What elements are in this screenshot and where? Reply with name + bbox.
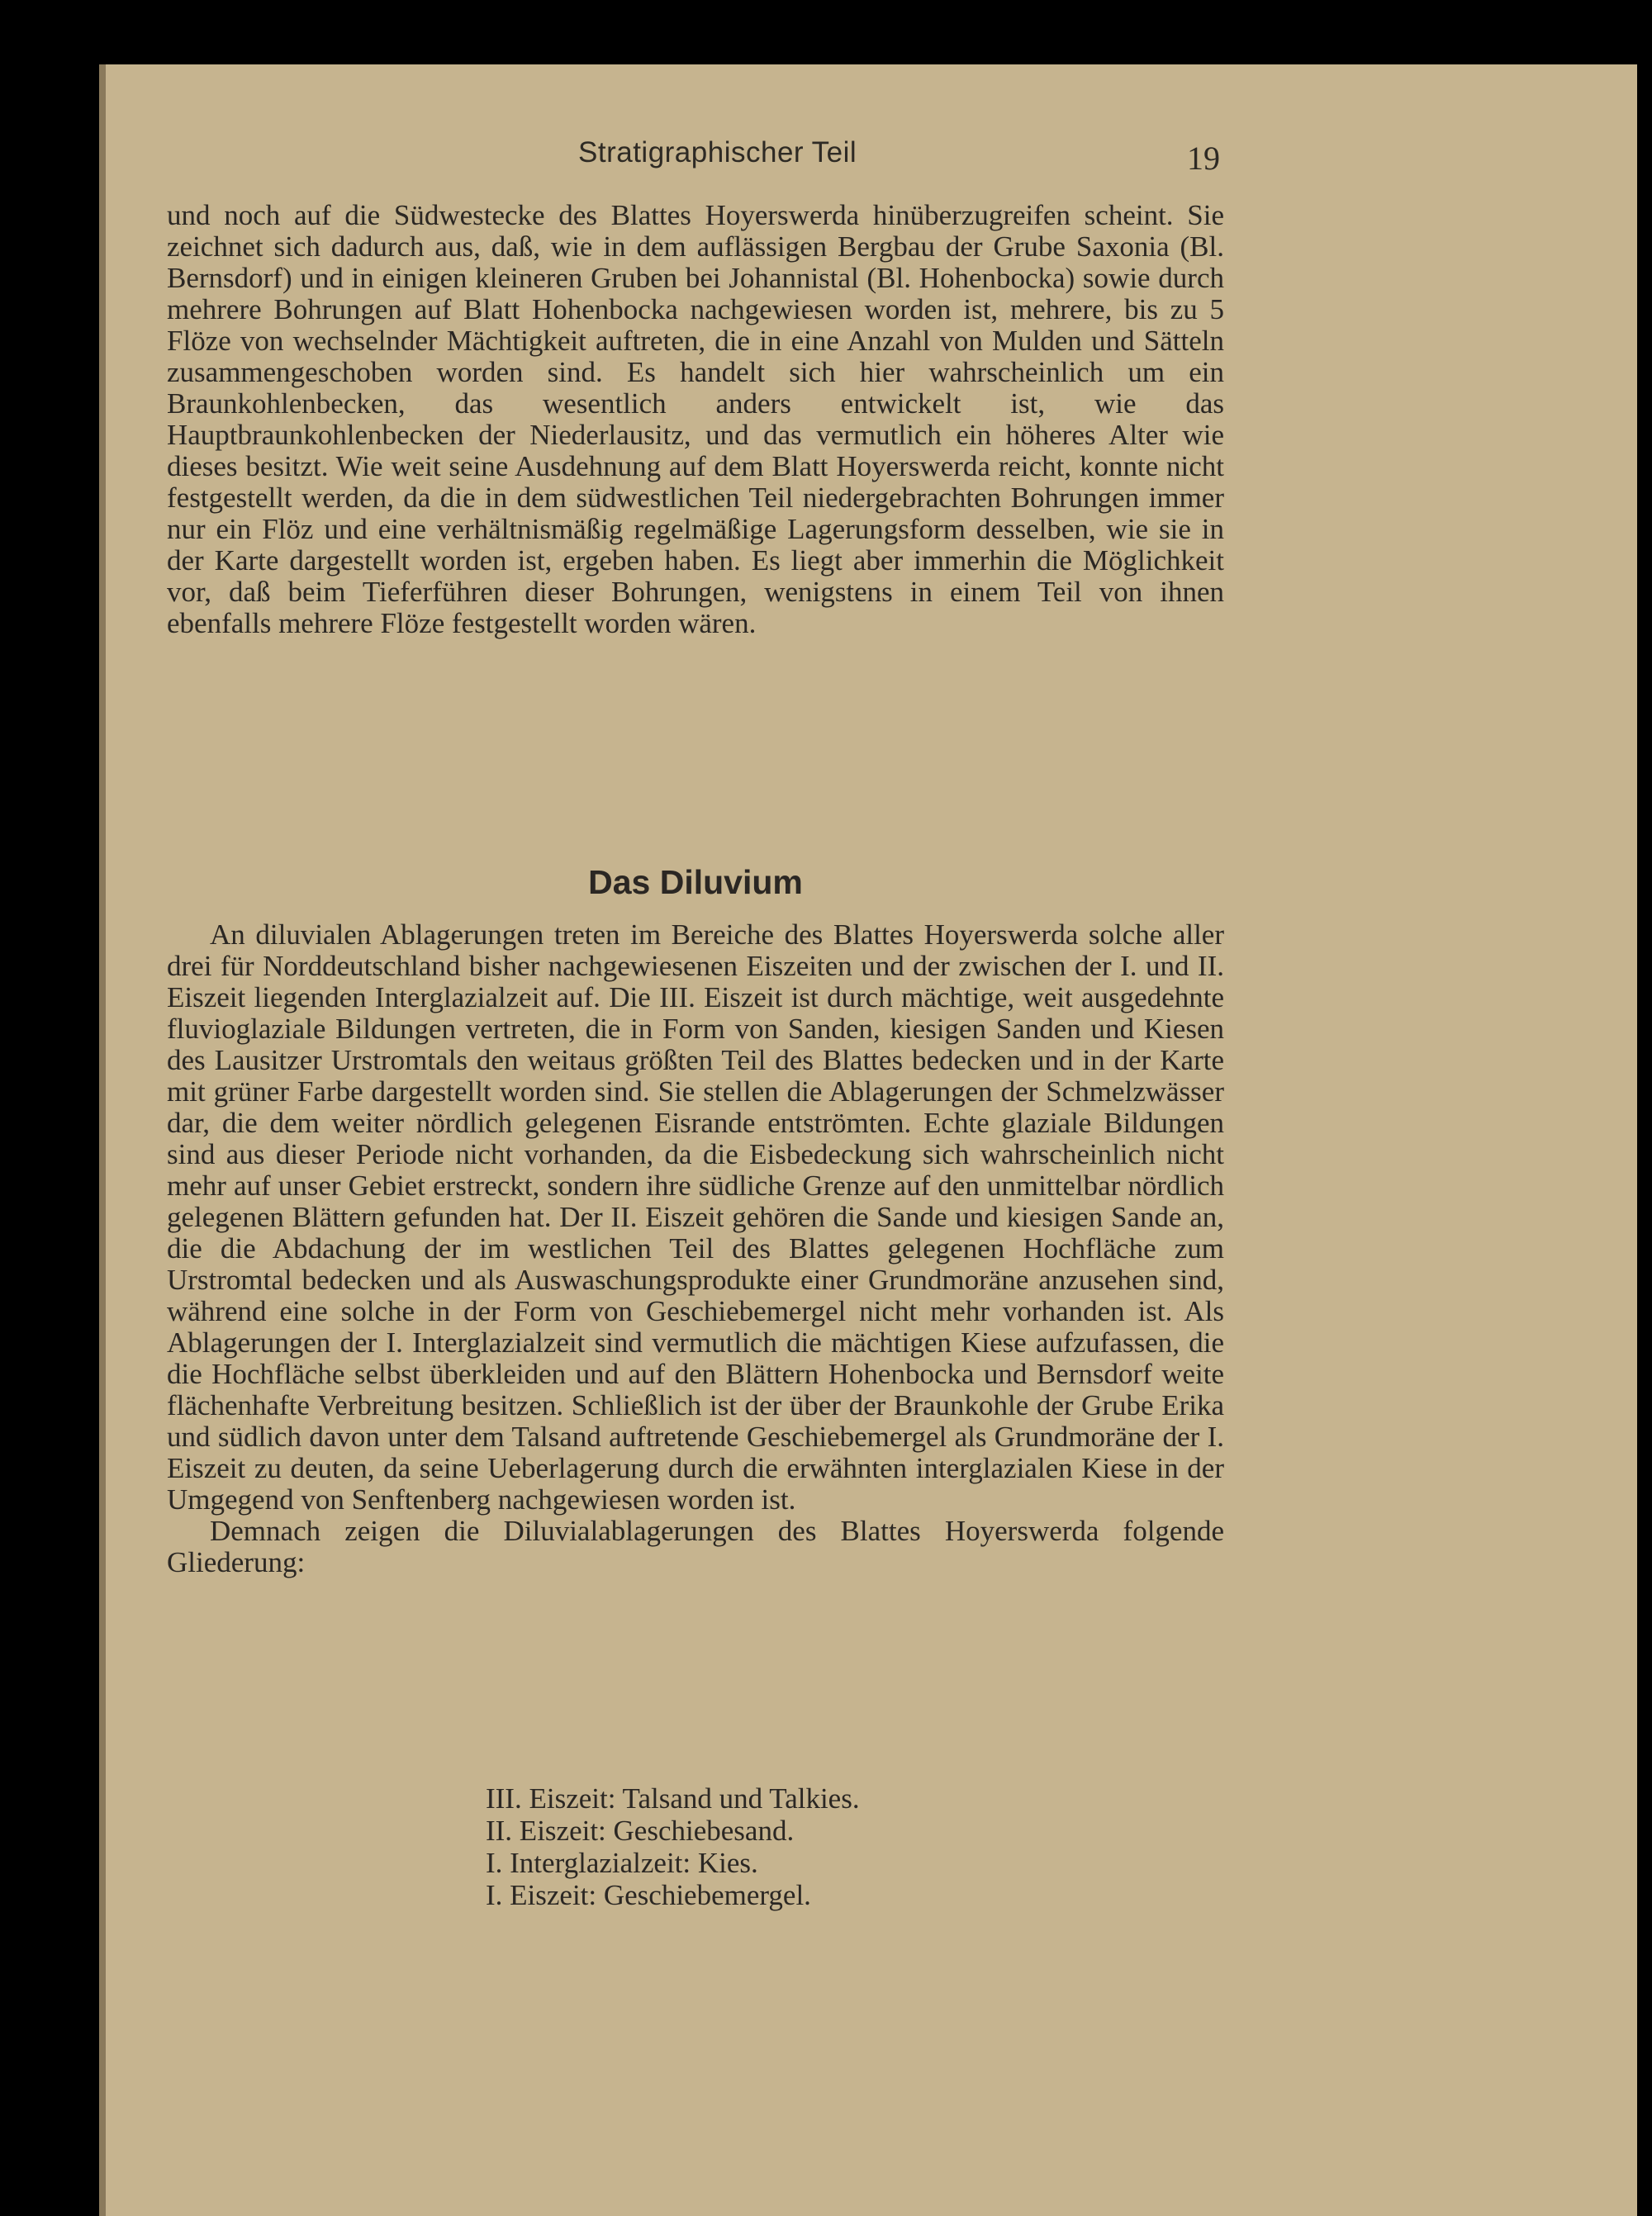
diluvium-text-block [167,919,1224,1578]
page-number: 19 [1187,140,1220,177]
continuation-paragraph: und noch auf die Südwestecke des Blattes Hoyerswerda hinüberzugreifen scheint. Sie zeichnet sich dadurch aus, daß, wie in dem auflässigen Bergbau der Grube Saxonia (Bl. Bernsdorf) und in einigen kleineren Gruben bei Johannistal (Bl. Hohenbocka) sowie durch mehrere Bohrungen auf Blatt Hohenbocka nachgewiesen worden ist, mehrere, bis zu 5 Flöze von wechselnder Mächtigkeit auftreten, die in eine Anzahl von Mulden und Sätteln zusammengeschoben worden sind. Es handelt sich hier wahrscheinlich um ein Braunkohlenbecken, das wesentlich anders entwickelt ist, wie das Hauptbraunkohlenbecken der Niederlausitz, und das vermutlich ein höheres Alter wie dieses besitzt. Wie weit seine Ausdehnung auf dem Blatt Hoyerswerda reicht, konnte nicht festgestellt werden, da die in dem südwestlichen Teil niedergebrachten Bohrungen immer nur ein Flöz und eine verhältnismäßig regelmäßige Lagerungsform desselben, wie sie in der Karte dargestellt worden ist, ergeben haben. Es liegt aber immerhin die Möglichkeit vor, daß beim Tieferführen dieser Bohrungen, wenigstens in einem Teil von ihnen ebenfalls mehrere Flöze festgestellt worden wären. [167,199,1224,639]
diluvium-paragraph-2: Demnach zeigen die Diluvialablagerungen des Blattes Hoyerswerda folgende Gliederung: [167,1515,1224,1578]
gliederung-item: II. Eiszeit: Geschiebesand. [486,1815,795,1847]
running-head: Stratigraphischer Teil [578,136,857,168]
gliederung-item: III. Eiszeit: Talsand und Talkies. [486,1782,860,1815]
gliederung-item: I. Interglazialzeit: Kies. [486,1847,758,1879]
gliederung-item: I. Eiszeit: Geschiebemergel. [486,1879,811,1911]
diluvium-paragraph-1: An diluvialen Ablagerungen treten im Bereiche des Blattes Hoyerswerda solche aller drei für Norddeutschland bisher nachgewiesenen Eiszeiten und der zwischen der I. und II. Eiszeit liegenden Interglazialzeit auf. Die III. Eiszeit ist durch mächtige, weit ausgedehnte fluvioglaziale Bildungen vertreten, die in Form von Sanden, kiesigen Sanden und Kiesen des Lausitzer Urstromtals den weitaus größten Teil des Blattes bedecken und in der Karte mit grüner Farbe dargestellt worden sind. Sie stellen die Ablagerungen der Schmelzwässer dar, die dem weiter nördlich gelegenen Eisrande entströmten. Echte glaziale Bildungen sind aus dieser Periode nicht vorhanden, da die Eisbedeckung sich wahrscheinlich nicht mehr auf unser Gebiet erstreckt, sondern ihre südliche Grenze auf den unmittelbar nördlich gelegenen Blättern gefunden hat. Der II. Eiszeit gehören die Sande und kiesigen Sande an, die die Abdachung der im westlichen Teil des Blattes gelegenen Hochfläche zum Urstromtal bedecken und als Auswaschungsprodukte einer Grundmoräne anzusehen sind, während eine solche in der Form von Geschiebemergel nicht mehr vorhanden ist. Als Ablagerungen der I. Interglazialzeit sind vermutlich die mächtigen Kiese aufzufassen, die die Hochfläche selbst überkleiden und auf den Blättern Hohenbocka und Bernsdorf weite flächenhafte Verbreitung besitzen. Schließlich ist der über der Braunkohle der Grube Erika und südlich davon unter dem Talsand auftretende Geschiebemergel als Grundmoräne der I. Eiszeit zu deuten, da seine Ueberlagerung durch die erwähnten interglazialen Kiese in der Umgegend von Senftenberg nachgewiesen worden ist. [167,918,1224,1516]
gliederung-list [486,1782,860,1911]
page-binding-edge [99,64,106,2216]
section-heading: Das Diluvium [588,863,803,901]
continuation-block [167,200,1224,639]
